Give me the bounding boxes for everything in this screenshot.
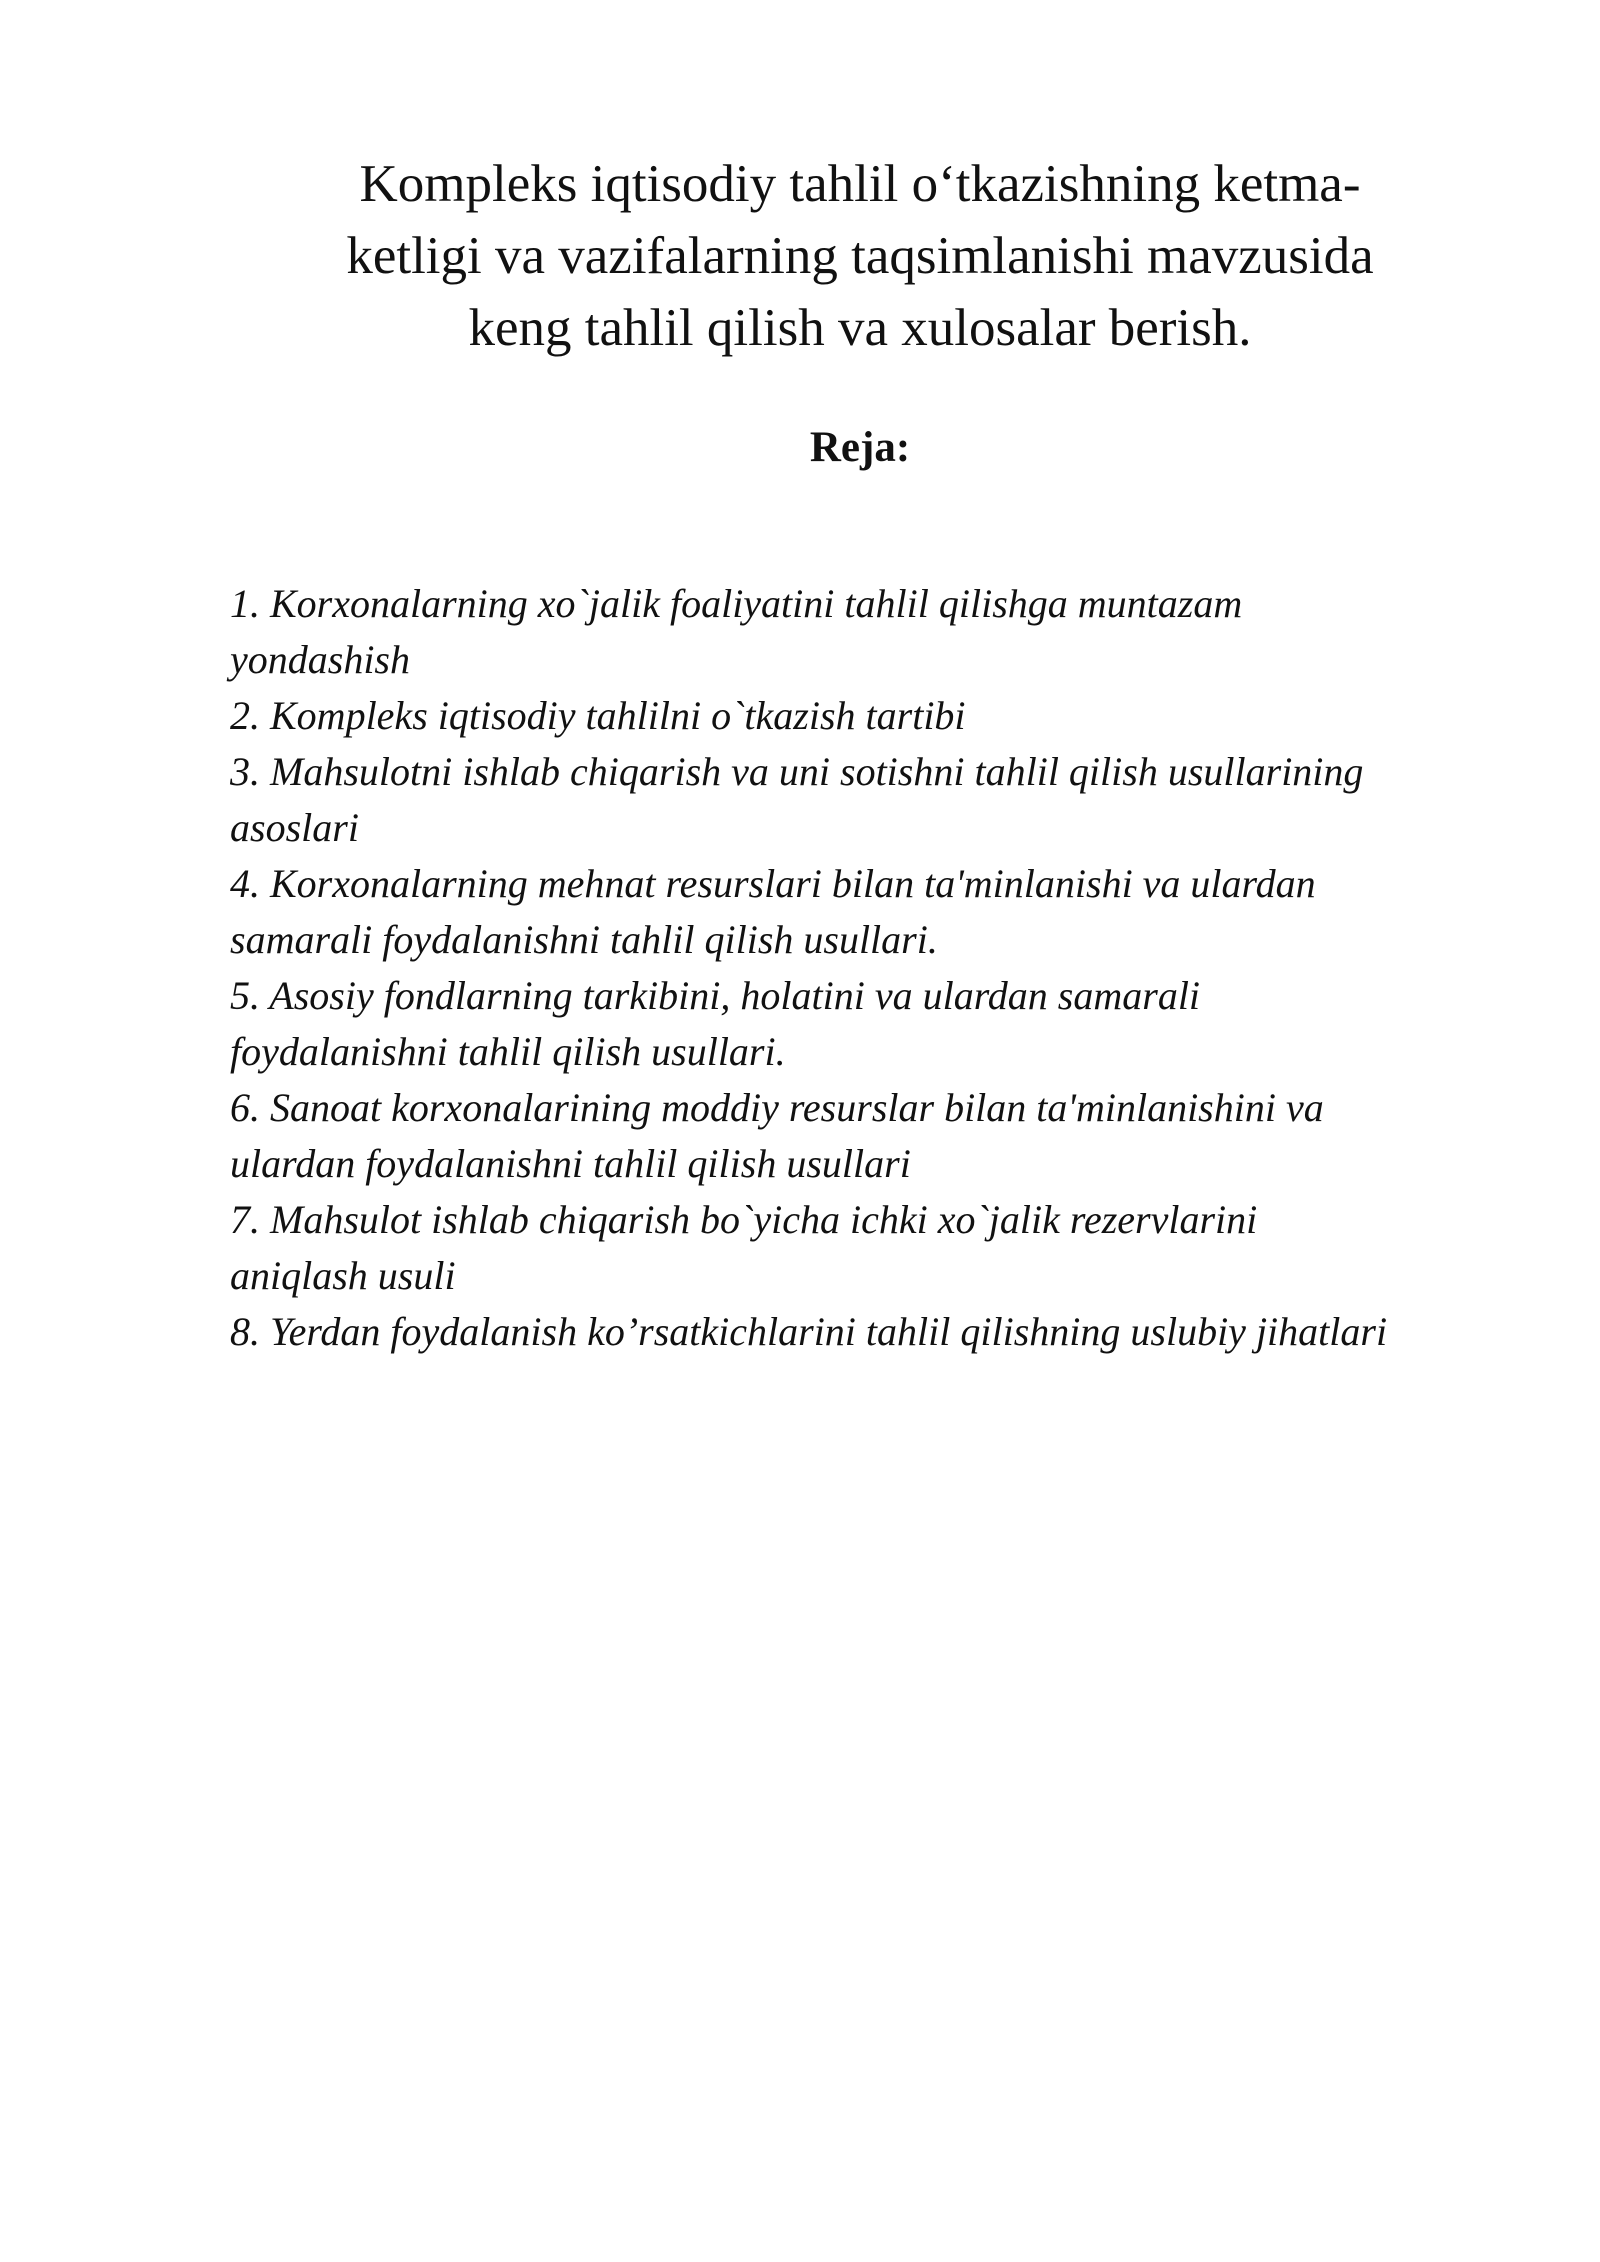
plan-item [230,968,1570,1080]
title-line: Kompleks iqtisodiy tahlil o‘tkazishning ketma- [359,155,1361,213]
title-line: ketligi va vazifalarning taqsimlanishi mavzusida [346,227,1374,285]
plan-item-line: 1. Korxonalarning xo`jalik foaliyatini tahlil qilishga muntazam [230,581,1243,626]
plan-item-line: 2. Kompleks iqtisodiy tahlilni o`tkazish tartibi [230,693,966,738]
plan-item-line: foydalanishni tahlil qilish usullari. [230,1029,786,1074]
plan-item-line: 4. Korxonalarning mehnat resurslari bilan ta'minlanishi va ulardan [230,861,1316,906]
plan-item-line: 6. Sanoat korxonalarining moddiy resurslar bilan ta'minlanishini va [230,1085,1324,1130]
plan-item-line: 3. Mahsulotni ishlab chiqarish va uni sotishni tahlil qilish usullarining [230,749,1364,794]
plan-item-line: ulardan foydalanishni tahlil qilish usullari [230,1141,911,1186]
plan-item-line: 8. Yerdan foydalanish ko’rsatkichlarini tahlil qilishning uslubiy jihatlari [230,1309,1388,1354]
plan-item [230,1304,1570,1360]
plan-item-line: 5. Asosiy fondlarning tarkibini, holatini va ulardan samarali [230,973,1201,1018]
plan-item [230,856,1570,968]
plan-item [230,1080,1570,1192]
plan-item-line: asoslari [230,805,359,850]
plan-list [230,576,1570,1360]
plan-item [230,576,1570,688]
plan-item-line: samarali foydalanishni tahlil qilish usullari. [230,917,938,962]
plan-heading: Reja: [809,424,911,471]
plan-item-line: 7. Mahsulot ishlab chiqarish bo`yicha ichki xo`jalik rezervlarini [230,1197,1258,1242]
plan-item [230,744,1570,856]
page-title [260,148,1460,364]
title-line: keng tahlil qilish va xulosalar berish. [468,299,1252,357]
plan-item [230,688,1570,744]
plan-item-line: yondashish [230,637,410,682]
plan-item [230,1192,1570,1304]
plan-item-line: aniqlash usuli [230,1253,456,1298]
